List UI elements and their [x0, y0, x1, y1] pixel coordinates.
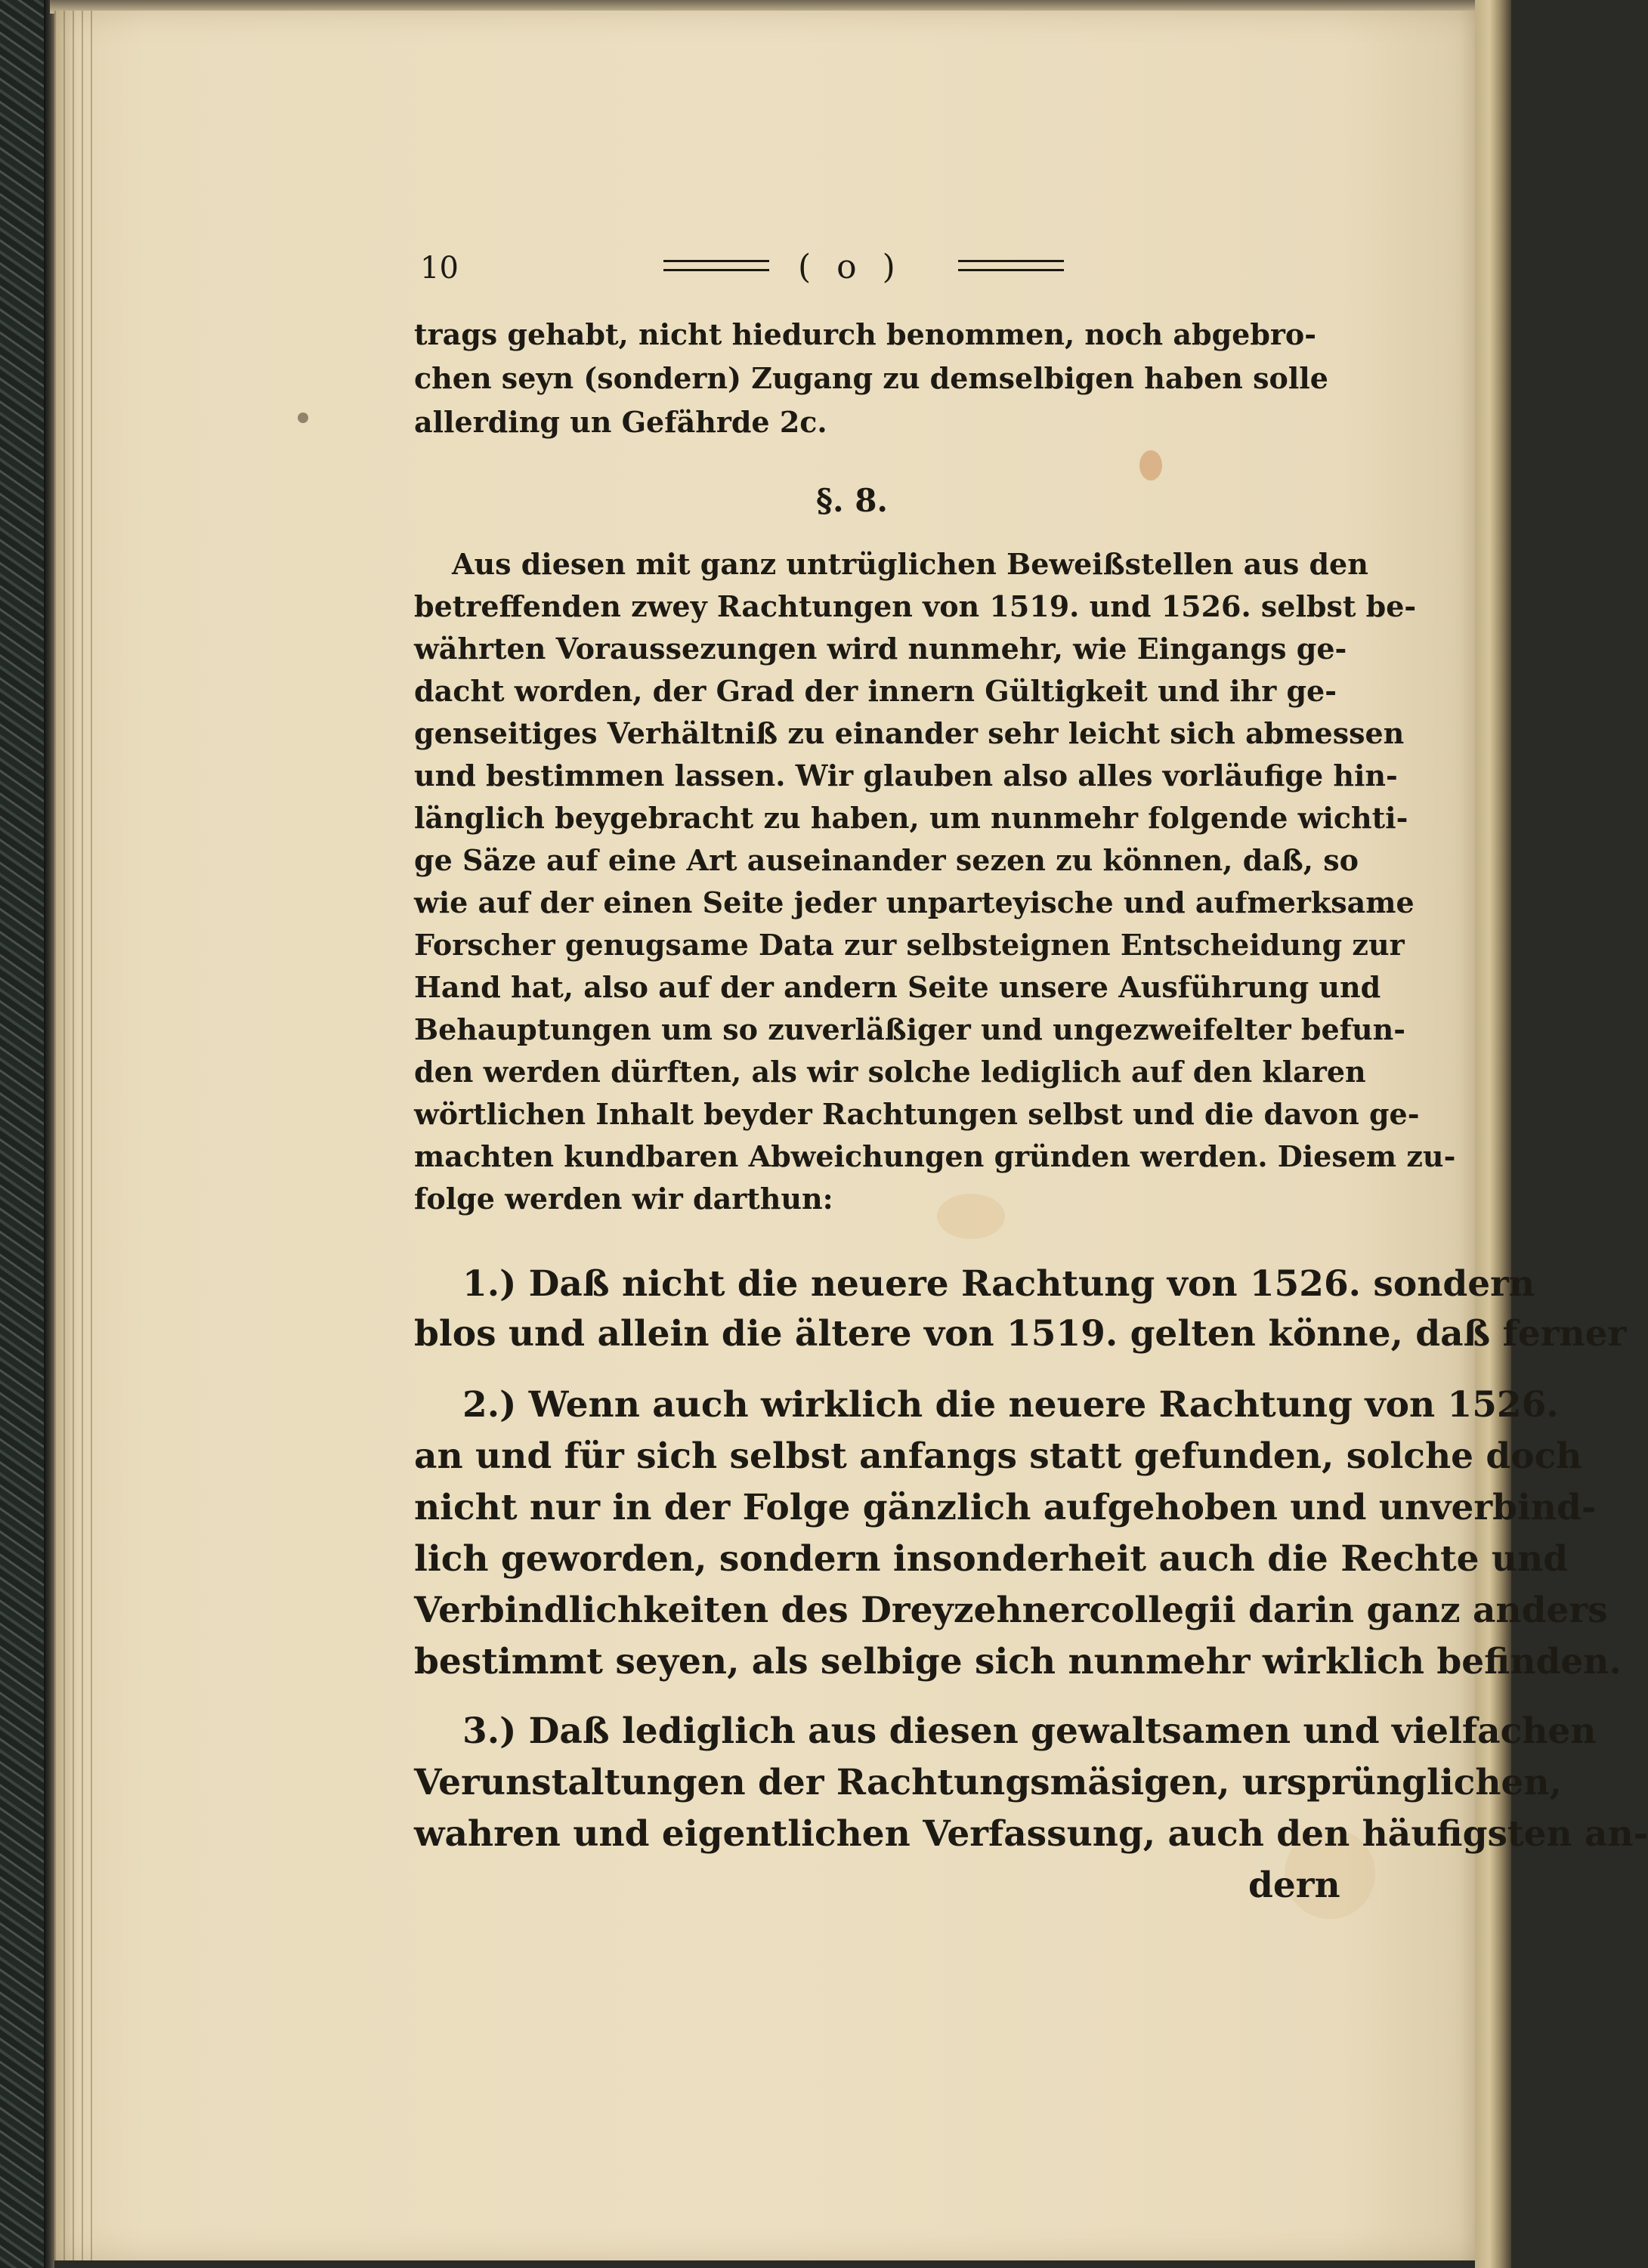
text-line: genseitiges Verhältniß zu einander sehr leicht sich abmessen: [414, 716, 1405, 750]
text-line: 2.) Wenn auch wirklich die neuere Rachtung von 1526.: [462, 1384, 1559, 1426]
text-line: wie auf der einen Seite jeder unparteyische und aufmerksame: [414, 885, 1415, 919]
text-line: dacht worden, der Grad der innern Gültigkeit und ihr ge-: [414, 674, 1337, 708]
text-line: Aus diesen mit ganz untrüglichen Beweißstellen aus den: [452, 547, 1368, 581]
catchword-block: [414, 1865, 1340, 1917]
page-right-edge: [1475, 0, 1511, 2268]
running-title: ( o ): [798, 248, 903, 286]
text-line: lich geworden, sondern insonderheit auch die Rechte und: [414, 1538, 1569, 1580]
text-line: Forscher genugsame Data zur selbsteignen Entscheidung zur: [414, 928, 1405, 962]
paper-stain: [298, 413, 308, 423]
text-line: blos und allein die ältere von 1519. gelten könne, daß ferner: [414, 1313, 1627, 1355]
text-line: chen seyn (sondern) Zugang zu demselbigen haben solle: [414, 361, 1328, 395]
text-line: wörtlichen Inhalt beyder Rachtungen selbst und die davon ge-: [414, 1097, 1420, 1131]
header-rule-left: [663, 269, 769, 271]
text-line: Verunstaltungen der Rachtungsmäsigen, ursprünglichen,: [414, 1762, 1562, 1803]
paragraph-section-8: [414, 547, 1456, 1242]
text-line: allerding un Gefährde 2c.: [414, 405, 827, 439]
text-line: den werden dürften, als wir solche lediglich auf den klaren: [414, 1055, 1366, 1089]
point-3: [414, 1710, 1648, 1877]
catchword: dern: [1248, 1865, 1340, 1906]
text-line: wahren und eigentlichen Verfassung, auch den häufigsten an-: [414, 1813, 1648, 1855]
page-number: 10: [420, 251, 459, 286]
text-line: währten Voraussezungen wird nunmehr, wie Eingangs ge-: [414, 632, 1347, 666]
text-line: trags gehabt, nicht hiedurch benommen, noch abgebro-: [414, 317, 1317, 351]
text-line: 3.) Daß lediglich aus diesen gewaltsamen und vielfachen: [462, 1710, 1597, 1752]
text-line: an und für sich selbst anfangs statt gefunden, solche doch: [414, 1435, 1582, 1477]
text-line: und bestimmen lassen. Wir glauben also alles vorläufige hin-: [414, 759, 1398, 793]
header-rule-left: [663, 260, 769, 262]
text-line: folge werden wir darthun:: [414, 1182, 833, 1216]
text-line: Behauptungen um so zuverläßiger und ungezweifelter befun-: [414, 1012, 1406, 1046]
text-line: bestimmt seyen, als selbige sich nunmehr wirklich befinden.: [414, 1641, 1622, 1682]
text-line: machten kundbaren Abweichungen gründen werden. Diesem zu-: [414, 1139, 1456, 1173]
text-line: Hand hat, also auf der andern Seite unsere Ausführung und: [414, 970, 1381, 1004]
text-line: nicht nur in der Folge gänzlich aufgehoben und unverbind-: [414, 1487, 1597, 1528]
page-gutter-lines: [54, 11, 100, 2260]
header-rule-right: [958, 269, 1064, 271]
page-header: [414, 243, 1064, 304]
text-line: betreffenden zwey Rachtungen von 1519. und 1526. selbst be-: [414, 589, 1417, 623]
text-line: 1.) Daß nicht die neuere Rachtung von 1526. sondern: [462, 1263, 1535, 1305]
header-rule-right: [958, 260, 1064, 262]
text-line: Verbindlichkeiten des Dreyzehnercollegii darin ganz anders: [414, 1590, 1608, 1631]
section-heading: §. 8.: [816, 482, 889, 519]
text-line: länglich beygebracht zu haben, um nunmehr folgende wichti-: [414, 801, 1408, 835]
point-1: [414, 1263, 1627, 1369]
marbled-binding: [0, 0, 50, 2268]
text-line: ge Säze auf eine Art auseinander sezen zu können, daß, so: [414, 843, 1359, 877]
continuation-text: [414, 317, 1328, 461]
binding-edge: [44, 0, 54, 2268]
point-2: [414, 1384, 1622, 1701]
